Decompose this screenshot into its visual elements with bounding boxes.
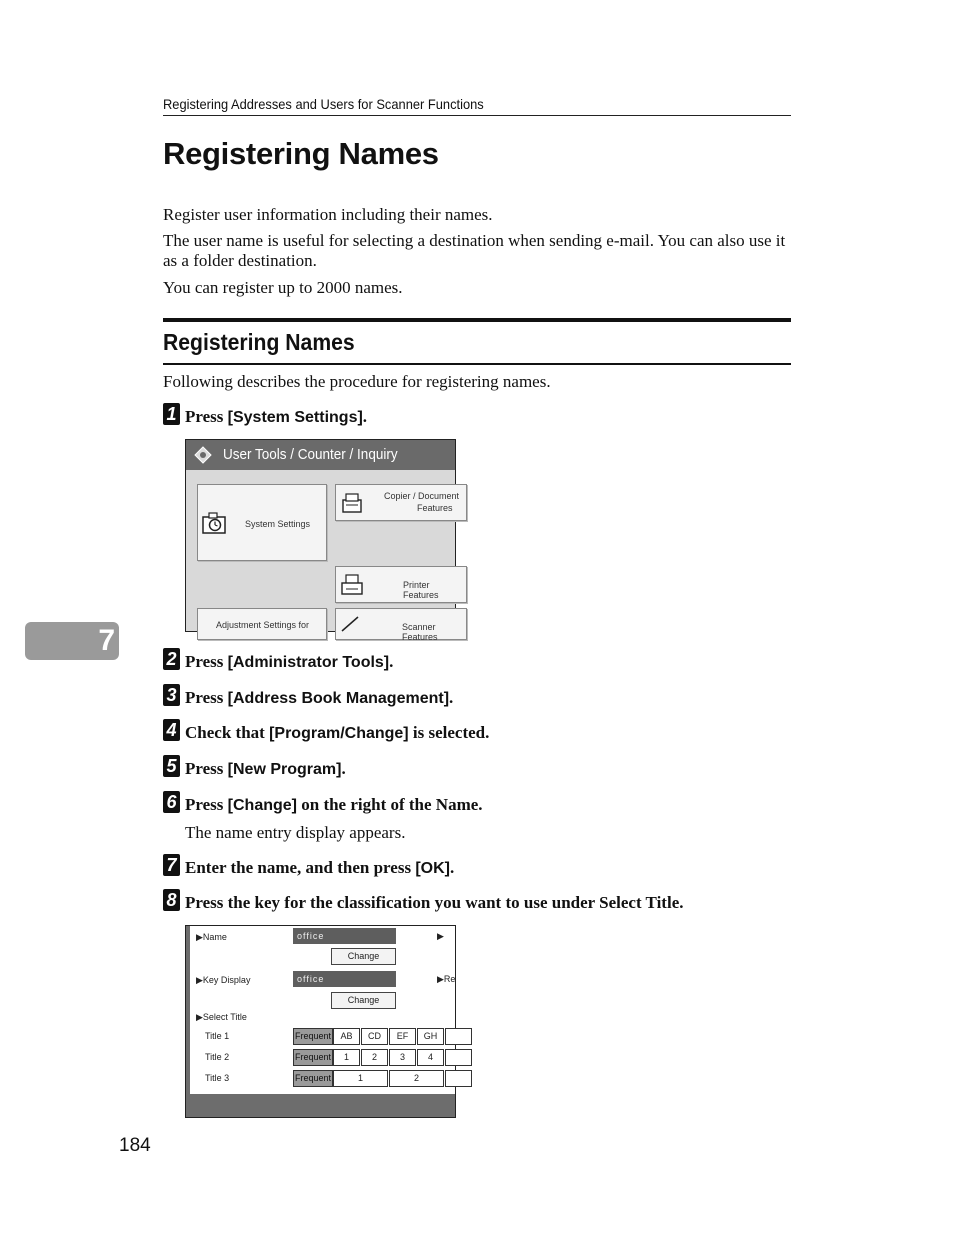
section-rule-bottom [163,363,791,365]
name-change-button[interactable]: Change [331,948,396,965]
step-3-text: Press [Address Book Management]. [185,688,454,707]
chapter-tab: 7 [25,622,119,660]
title-2-key[interactable]: 1 [333,1049,360,1066]
printer-icon [341,574,363,596]
page-title: Registering Names [163,136,439,171]
title-1-key[interactable]: GH [417,1028,444,1045]
section-rule-top [163,318,791,322]
step-7-text: Enter the name, and then press [OK]. [185,858,455,877]
adjustment-settings-button[interactable] [197,608,327,640]
title-2-key[interactable]: 4 [417,1049,444,1066]
title-1-frequent-key[interactable]: Frequent [293,1028,333,1045]
step-number-badge: 3 [163,684,180,706]
title-2-key[interactable]: 3 [389,1049,416,1066]
header-rule [163,115,791,116]
page-number: 184 [119,1135,151,1156]
title-1-key-partial[interactable] [445,1028,472,1045]
title-2-key-partial[interactable] [445,1049,472,1066]
copier-label-line1: Copier / Document [384,491,460,501]
title-3-key[interactable]: 1 [333,1070,388,1087]
name-label: ▶Name [196,932,227,942]
title-2-label: Title 2 [205,1052,230,1062]
step-6-note: The name entry display appears. [185,823,406,842]
scanner-features-button[interactable] [335,608,467,640]
step-number-badge: 8 [163,889,180,911]
copier-icon [341,492,363,514]
step-4-text: Check that [Program/Change] is selected. [185,723,490,742]
printer-label: Printer Features [403,580,439,600]
system-settings-button[interactable] [197,484,327,561]
step-6-text: Press [Change] on the right of the Name. [185,795,483,814]
copier-label-line2: Features [417,503,453,513]
step-number-badge: 7 [163,854,180,876]
adjustment-label: Adjustment Settings for [216,620,310,630]
key-display-field: office [293,971,396,987]
intro-paragraph-2: The user name is useful for selecting a destination when sending e-mail. You can also use it as a folder destination. [163,231,786,270]
screen-titlebar [186,440,455,470]
screen-title: User Tools / Counter / Inquiry [223,446,398,463]
key-display-label: ▶Key Display [196,975,251,985]
title-1-key[interactable]: CD [361,1028,388,1045]
user-tools-icon [194,446,212,464]
intro-paragraph-3: You can register up to 2000 names. [163,278,403,297]
title-2-key[interactable]: 2 [361,1049,388,1066]
arrow-right-icon: ▶ [437,931,444,941]
step-1-text: Press [System Settings]. [185,407,368,426]
step-number-badge: 6 [163,791,180,813]
title-1-key[interactable]: AB [333,1028,360,1045]
scanner-label: Scanner Features [402,622,438,642]
step-8-text: Press the key for the classification you want to use under Select Title. [185,893,684,912]
title-3-label: Title 3 [205,1073,230,1083]
step-number-badge: 4 [163,719,180,741]
printer-features-button[interactable] [335,566,467,603]
name-entry-screenshot [185,925,456,1118]
title-3-frequent-key[interactable]: Frequent [293,1070,333,1087]
key-display-change-button[interactable]: Change [331,992,396,1009]
copier-document-features-button[interactable] [335,484,467,521]
title-2-frequent-key[interactable]: Frequent [293,1049,333,1066]
user-tools-screenshot [185,439,460,642]
scanner-icon [340,613,362,633]
title-3-key[interactable]: 2 [389,1070,444,1087]
section-heading: Registering Names [163,329,355,355]
step-2-text: Press [Administrator Tools]. [185,652,394,671]
section-lead: Following describes the procedure for registering names. [163,372,551,391]
name-entry-panel [190,926,455,1094]
step-5-text: Press [New Program]. [185,759,346,778]
select-title-label: ▶Select Title [196,1012,247,1022]
title-3-key-partial[interactable] [445,1070,472,1087]
title-1-key[interactable]: EF [389,1028,416,1045]
step-number-badge: 5 [163,755,180,777]
title-1-label: Title 1 [205,1031,230,1041]
intro-paragraph-1: Register user information including their names. [163,205,493,224]
system-settings-icon [202,512,226,534]
running-head: Registering Addresses and Users for Scanner Functions [163,96,484,112]
name-field: office [293,928,396,944]
system-settings-label: System Settings [245,519,311,529]
step-number-badge: 2 [163,648,180,670]
re-label: ▶Re [437,974,456,984]
step-number-badge: 1 [163,403,180,425]
